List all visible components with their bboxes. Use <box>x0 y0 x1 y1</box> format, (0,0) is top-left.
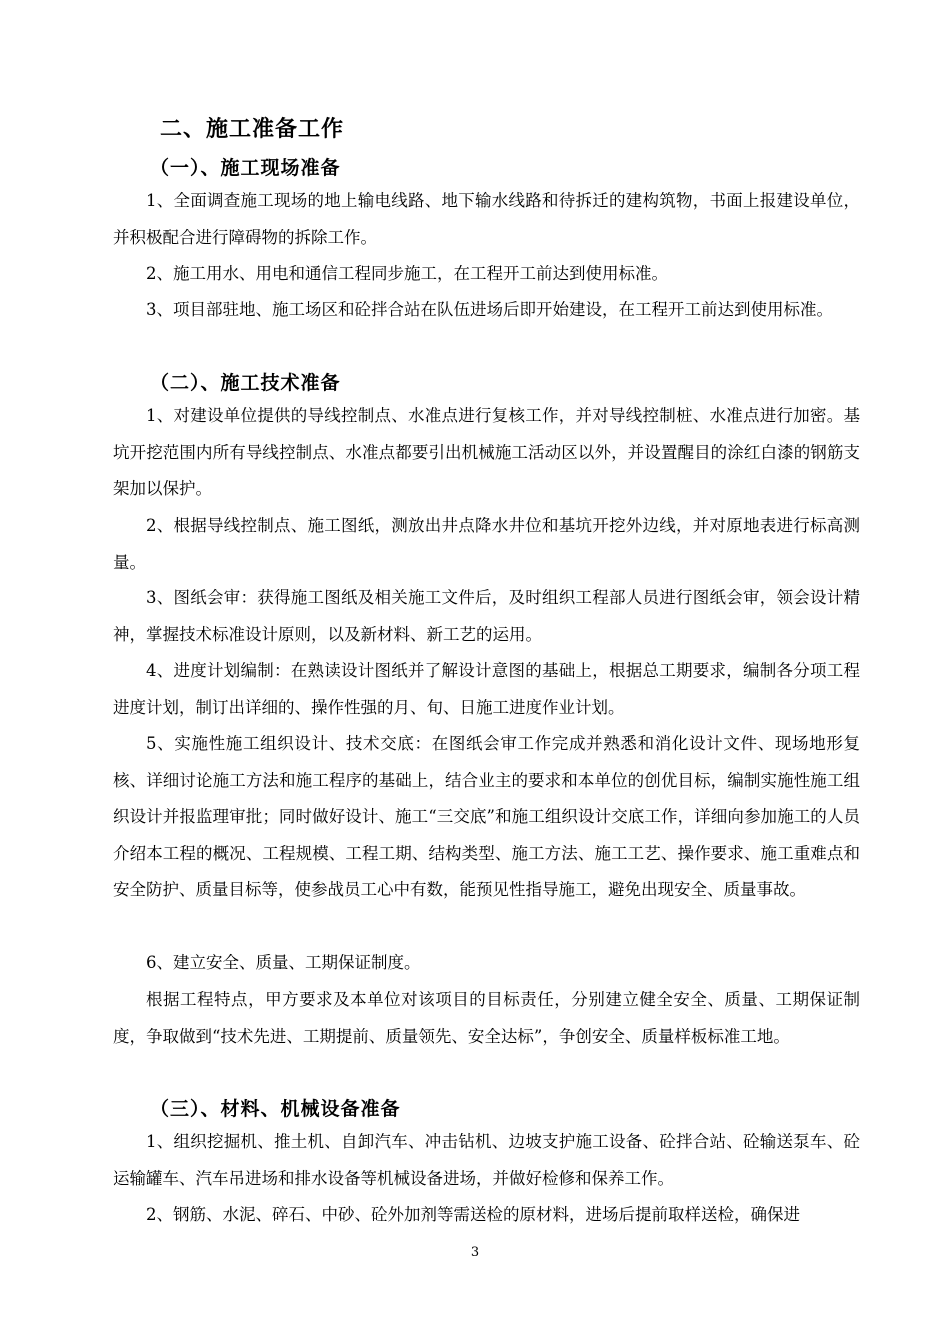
section-2-paragraph-3: 3、图纸会审：获得施工图纸及相关施工文件后，及时组织工程部人员进行图纸会审，领会设计精神，掌握技术标准设计原则，以及新材料、新工艺的运用。 <box>113 588 860 644</box>
section-3-paragraph-2: 2、钢筋、水泥、碎石、中砂、砼外加剂等需送检的原材料，进场后提前取样送检，确保进 <box>146 1205 800 1224</box>
section-1-paragraph-3: 3、项目部驻地、施工场区和砼拌合站在队伍进场后即开始建设，在工程开工前达到使用标准。 <box>146 300 833 319</box>
section-1-paragraph-2: 2、施工用水、用电和通信工程同步施工，在工程开工前达到使用标准。 <box>146 264 668 283</box>
section-2-paragraph-6: 6、建立安全、质量、工期保证制度。 <box>146 953 421 972</box>
section-2-paragraph-1: 1、对建设单位提供的导线控制点、水准点进行复核工作，并对导线控制桩、水准点进行加密。基坑开挖范围内所有导线控制点、水准点都要引出机械施工活动区以外，并设置醒目的涂红白漆的钢筋支架加以保护。 <box>113 406 860 498</box>
section-1-title: （一）、施工现场准备 <box>150 157 341 179</box>
section-3-title: （三）、材料、机械设备准备 <box>150 1098 401 1120</box>
section-2-title: （二）、施工技术准备 <box>150 372 341 394</box>
page-number: 3 <box>470 1245 480 1260</box>
main-heading: 二、施工准备工作 <box>160 117 345 142</box>
section-2-paragraph-7: 根据工程特点，甲方要求及本单位对该项目的目标责任，分别建立健全安全、质量、工期保证制度，争取做到“技术先进、工期提前、质量领先、安全达标”，争创安全、质量样板标准工地。 <box>113 990 860 1046</box>
section-2-paragraph-2: 2、根据导线控制点、施工图纸，测放出井点降水井位和基坑开挖外边线，并对原地表进行标高测量。 <box>113 516 860 572</box>
section-3-paragraph-1: 1、组织挖掘机、推土机、自卸汽车、冲击钻机、边坡支护施工设备、砼拌合站、砼输送泵车、砼运输罐车、汽车吊进场和排水设备等机械设备进场，并做好检修和保养工作。 <box>113 1132 860 1188</box>
section-2-paragraph-5: 5、实施性施工组织设计、技术交底：在图纸会审工作完成并熟悉和消化设计文件、现场地形复核、详细讨论施工方法和施工程序的基础上，结合业主的要求和本单位的创优目标，编制实施性施工组织设计并报监理审批；同时做好设计、施工“三交底”和施工组织设计交底工作，详细向参加施工的人员介绍本工程的概况、工程规模、工程工期、结构类型、施工方法、施工工艺、操作要求、施工重难点和安全防护、质量目标等，使参战员工心中有数，能预见性指导施工，避免出现安全、质量事故。 <box>113 734 860 899</box>
section-1-paragraph-1: 1、全面调查施工现场的地上输电线路、地下输水线路和待拆迁的建构筑物，书面上报建设单位，并积极配合进行障碍物的拆除工作。 <box>113 191 860 247</box>
section-2-paragraph-4: 4、进度计划编制：在熟读设计图纸并了解设计意图的基础上，根据总工期要求，编制各分项工程进度计划，制订出详细的、操作性强的月、旬、日施工进度作业计划。 <box>113 661 860 717</box>
